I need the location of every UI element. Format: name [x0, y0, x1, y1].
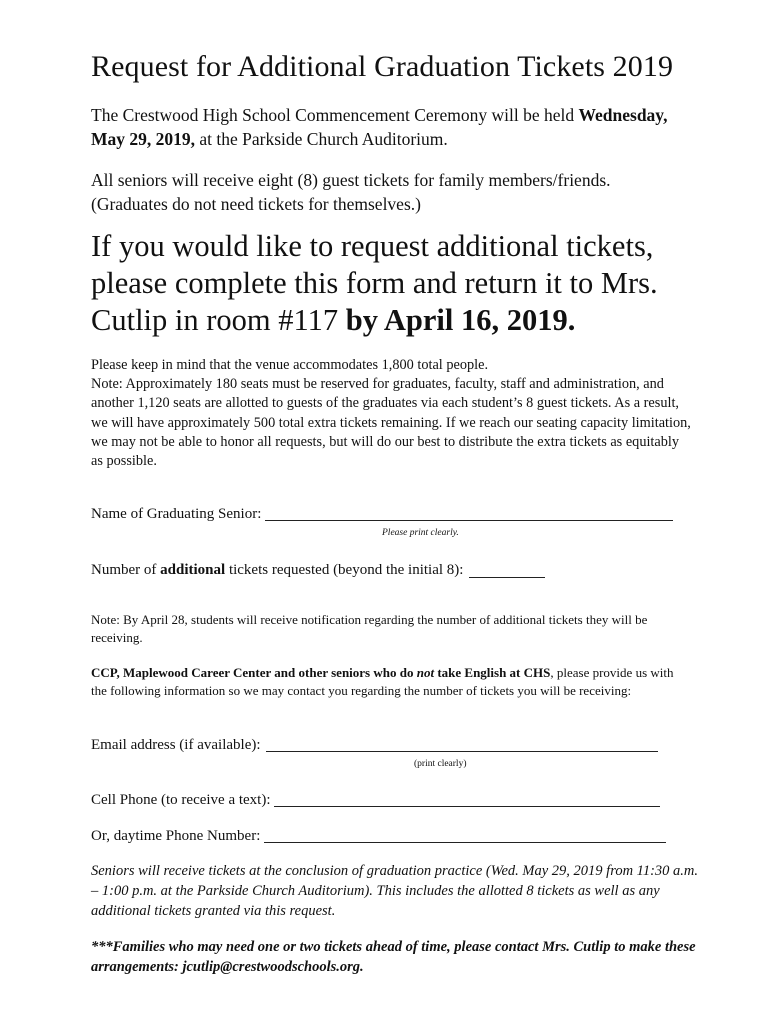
- ceremony-location: at the Parkside Church Auditorium.: [195, 129, 448, 149]
- pickup-note: Seniors will receive tickets at the conclusion of graduation practice (Wed. May 29, 2019 from 11:30 a.m. – 1:00 p.m. at the Parkside Church Auditorium). This includes the allotted 8 tickets as well as any additional tickets granted via this request.: [91, 863, 699, 919]
- ccp-note-emphasis: not: [416, 665, 435, 680]
- ccp-note: [91, 664, 691, 699]
- senior-name-label: Name of Graduating Senior:: [91, 506, 262, 522]
- notification-note: Note: By April 28, students will receive notification regarding the number of additional tickets they will be receiving.: [91, 612, 648, 645]
- tickets-label-text: Number of: [91, 562, 161, 578]
- tickets-requested-field[interactable]: [469, 577, 545, 578]
- page-title: Request for Additional Graduation Tickets 2019: [91, 50, 674, 83]
- senior-name-hint: Please print clearly.: [382, 528, 459, 538]
- ccp-note-bold: CCP, Maplewood Career Center and other seniors who do: [91, 665, 417, 680]
- email-field[interactable]: [266, 751, 658, 752]
- cell-phone-field[interactable]: [274, 806, 660, 807]
- seating-allocation-text: Note: Approximately 180 seats must be reserved for graduates, faculty, staff and administration, and another 1,120 seats are allotted to guests of the graduates via each student’s 8 guest tickets. As a result, we will have approximately 500 total extra tickets remaining. If we reach our seating capacity limitation, we may not be able to honor all requests, but will do our best to distribute the extra tickets as equitably as possible.: [91, 376, 691, 470]
- ceremony-date: Wednesday, May 29, 2019,: [91, 105, 668, 149]
- request-instructions: [91, 228, 731, 339]
- tickets-requested-label: [91, 560, 463, 580]
- daytime-phone-field[interactable]: [264, 842, 666, 843]
- venue-note: [91, 356, 691, 471]
- email-label: Email address (if available):: [91, 737, 261, 753]
- senior-name-field[interactable]: [265, 520, 673, 521]
- ceremony-info: [91, 103, 691, 151]
- ceremony-info-text: The Crestwood High School Commencement Ceremony will be held: [91, 105, 579, 125]
- tickets-label-emphasis: additional: [160, 562, 226, 578]
- request-deadline: by April 16, 2019.: [345, 303, 576, 337]
- request-instructions-text: If you would like to request additional tickets, please complete this form and return it to Mrs. Cutlip in room #117: [91, 229, 658, 337]
- seniors-tickets-info: All seniors will receive eight (8) guest tickets for family members/friends. (Graduates do not need tickets for themselves.): [91, 170, 611, 214]
- email-hint: (print clearly): [414, 759, 467, 769]
- daytime-phone-label: Or, daytime Phone Number:: [91, 828, 261, 844]
- venue-capacity-text: Please keep in mind that the venue accommodates 1,800 total people.: [91, 357, 489, 373]
- ccp-note-text: , please provide us with the following information so we may contact you regarding the number of tickets you will be receiving:: [91, 665, 674, 698]
- tickets-label-rest: tickets requested (beyond the initial 8):: [225, 562, 464, 578]
- ccp-note-bold-end: take English at CHS: [434, 665, 551, 680]
- cell-phone-label: Cell Phone (to receive a text):: [91, 792, 271, 808]
- families-note: ***Families who may need one or two tickets ahead of time, please contact Mrs. Cutlip to make these arrangements: jcutlip@crestwoodschools.org.: [91, 939, 696, 975]
